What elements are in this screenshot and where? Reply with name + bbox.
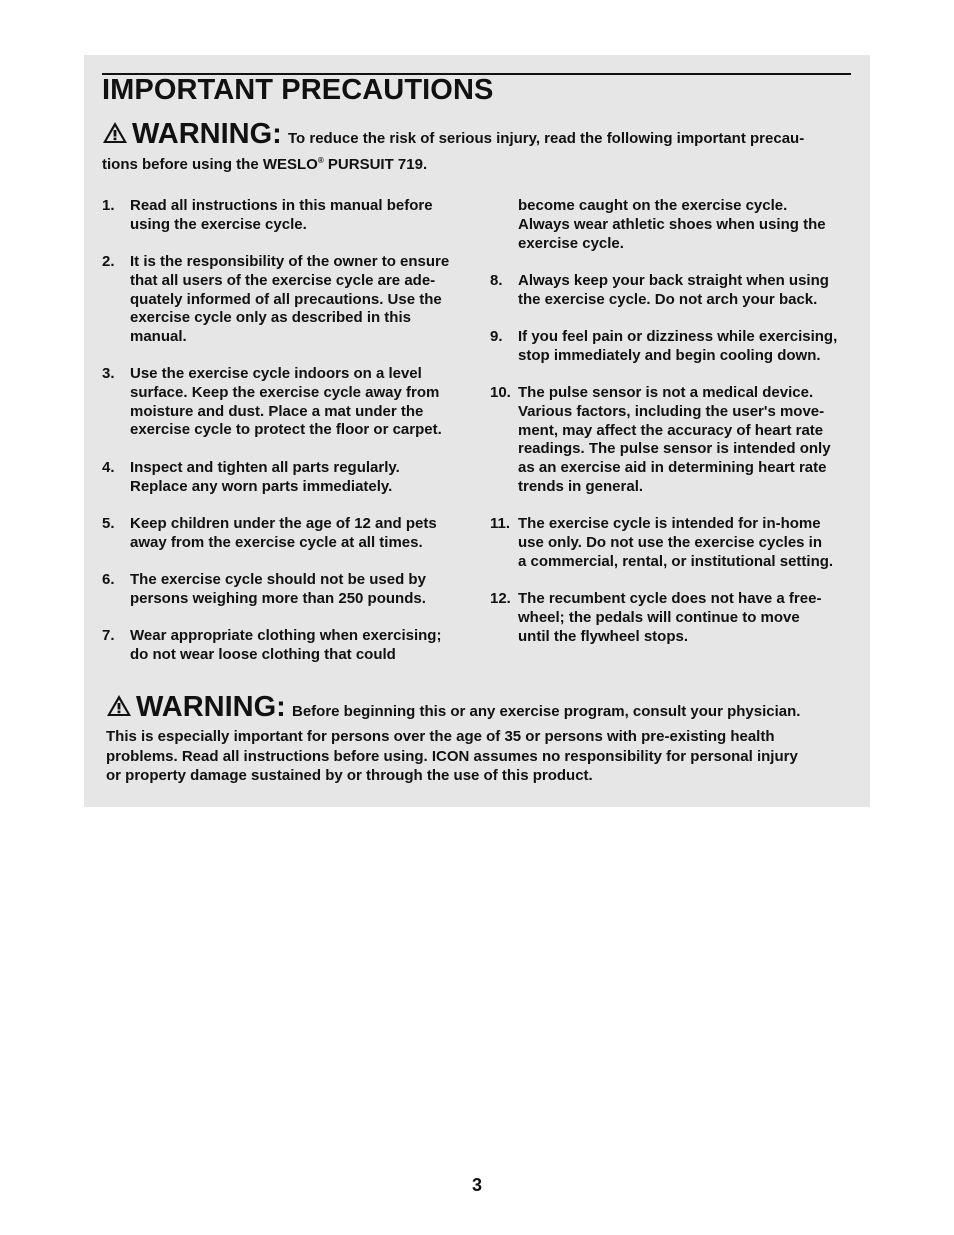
item-line: Always wear athletic shoes when using the bbox=[518, 215, 826, 233]
item-line: The pulse sensor is not a medical device. bbox=[518, 384, 814, 401]
item-number: 8. bbox=[490, 272, 503, 289]
item-line: until the flywheel stops. bbox=[518, 627, 689, 645]
item-line: do not wear loose clothing that could bbox=[130, 645, 396, 663]
warning-text-line2-end: PURSUIT 719. bbox=[323, 156, 428, 173]
item-line: using the exercise cycle. bbox=[130, 215, 307, 233]
item-line: surface. Keep the exercise cycle away from bbox=[130, 383, 440, 401]
registered-mark: ® bbox=[317, 156, 324, 165]
item-line: wheel; the pedals will continue to move bbox=[518, 608, 800, 626]
warning-text-line2: This is especially important for persons over the age of 35 or persons with pre-existing health bbox=[106, 728, 775, 745]
item-line: Always keep your back straight when using bbox=[518, 272, 829, 289]
warning-label: WARNING: bbox=[132, 118, 282, 150]
item-number: 3. bbox=[102, 365, 115, 382]
warning-label: WARNING: bbox=[136, 691, 286, 723]
item-line: Various factors, including the user's move- bbox=[518, 402, 825, 420]
item-number: 10. bbox=[490, 384, 511, 401]
item-number: 5. bbox=[102, 515, 115, 532]
item-line: It is the responsibility of the owner to ensure bbox=[130, 253, 450, 270]
warning-triangle-icon bbox=[106, 694, 132, 722]
item-line: Replace any worn parts immediately. bbox=[130, 477, 393, 495]
item-line: quately informed of all precautions. Use the bbox=[130, 290, 442, 308]
warning-text-line1: To reduce the risk of serious injury, read the following important precau- bbox=[288, 130, 805, 147]
item-line: exercise cycle. bbox=[518, 234, 624, 252]
page-number: 3 bbox=[471, 1175, 482, 1195]
item-line: Keep children under the age of 12 and pets bbox=[130, 515, 437, 532]
item-number: 2. bbox=[102, 253, 115, 270]
item-line: exercise cycle to protect the floor or carpet. bbox=[130, 421, 442, 439]
item-line: Inspect and tighten all parts regularly. bbox=[130, 459, 400, 476]
item-line: stop immediately and begin cooling down. bbox=[518, 346, 821, 364]
warning-triangle-icon bbox=[102, 121, 128, 149]
warning-text-line3: problems. Read all instructions before using. ICON assumes no responsibility for personal injury bbox=[106, 747, 798, 765]
item-line: away from the exercise cycle at all times. bbox=[130, 533, 423, 551]
item-line: The exercise cycle is intended for in-home bbox=[518, 515, 821, 532]
item-line: Wear appropriate clothing when exercising; bbox=[130, 627, 442, 644]
item-line: ment, may affect the accuracy of heart rate bbox=[518, 421, 824, 439]
item-line: exercise cycle only as described in this bbox=[130, 309, 411, 327]
item-line: that all users of the exercise cycle are ade- bbox=[130, 271, 436, 289]
item-line: the exercise cycle. Do not arch your back. bbox=[518, 290, 818, 308]
item-number: 1. bbox=[102, 197, 115, 214]
item-line: Use the exercise cycle indoors on a level bbox=[130, 365, 422, 382]
item-line: persons weighing more than 250 pounds. bbox=[130, 589, 426, 607]
item-line: The recumbent cycle does not have a free- bbox=[518, 590, 822, 607]
item-line: readings. The pulse sensor is intended only bbox=[518, 440, 831, 458]
warning-text-line4: or property damage sustained by or through the use of this product. bbox=[106, 767, 593, 784]
item-line: become caught on the exercise cycle. bbox=[518, 197, 788, 214]
warning-text-line1: Before beginning this or any exercise program, consult your physician. bbox=[292, 703, 801, 720]
item-number: 6. bbox=[102, 571, 115, 588]
item-line: Read all instructions in this manual before bbox=[130, 197, 433, 214]
item-line: If you feel pain or dizziness while exercising, bbox=[518, 328, 838, 345]
item-line: manual. bbox=[130, 328, 187, 346]
item-number: 7. bbox=[102, 627, 115, 644]
item-number: 12. bbox=[490, 590, 511, 607]
item-line: The exercise cycle should not be used by bbox=[130, 571, 426, 588]
item-line: use only. Do not use the exercise cycles in bbox=[518, 533, 823, 551]
page-title: IMPORTANT PRECAUTIONS bbox=[102, 74, 494, 106]
item-line: trends in general. bbox=[518, 477, 644, 495]
warning-text-line2: tions before using the WESLO bbox=[102, 156, 318, 173]
item-line: as an exercise aid in determining heart rate bbox=[518, 459, 827, 477]
item-line: a commercial, rental, or institutional setting. bbox=[518, 552, 834, 570]
item-line: moisture and dust. Place a mat under the bbox=[130, 402, 424, 420]
item-number: 11. bbox=[490, 515, 511, 532]
item-number: 4. bbox=[102, 459, 115, 476]
item-number: 9. bbox=[490, 328, 503, 345]
